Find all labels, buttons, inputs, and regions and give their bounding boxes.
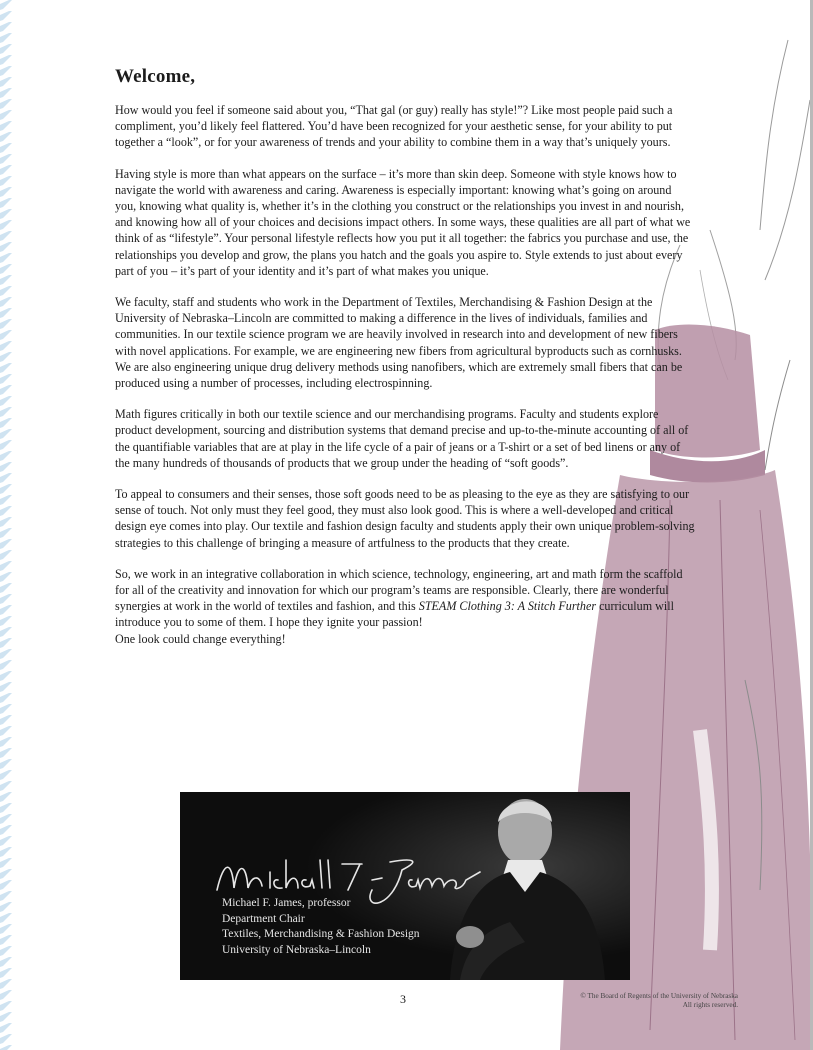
- closing-text-1: So, we work in an integrative collaboration in which science, technology, engineering, art and math form the scaffold for all of the creativity and innovation for which our program’s teams are responsible. Clearly, there are wonderful synergies at work in the world of textiles and fashion, and this: [115, 566, 683, 614]
- letter-body: [115, 66, 695, 647]
- paragraph-lifestyle: Having style is more than what appears on the surface – it’s more than skin deep. Someone with style knows how to navigate the world with awareness and caring. Awareness is especially important: knowing what’s going on around you, knowing what quality is, whether it’s in the clothing you construct or the relationships you invest in and nourish, and knowing how all of your choices and decisions impact others. In some ways, these qualities are all part of what we think of as “lifestyle”. Your personal lifestyle reflects how you put it all together: the fabrics you purchase and use, the relationships you develop and grow, the plans you hatch and the goals you aspire to. Style extends to just about every part of you – it’s part of your identity and it’s part of what makes you unique.: [115, 166, 691, 278]
- welcome-heading: Welcome,: [115, 66, 196, 87]
- closing-tagline: One look could change everything!: [115, 631, 286, 646]
- copyright-notice: [520, 992, 738, 1010]
- curriculum-title: STEAM Clothing 3: A Stitch Further: [418, 599, 597, 614]
- left-border-stripe: [0, 0, 12, 1050]
- paragraph-closing: [115, 566, 695, 647]
- signer-university: University of Nebraska–Lincoln: [222, 943, 371, 956]
- paragraph-math: Math figures critically in both our textile science and our merchandising programs. Faculty and students explore product development, sourcing and distribution systems that demand precise and up-to-the-minute accounting of all of the quantifiable variables that are at play in the life cycle of a pair of jeans or a T-shirt or a set of bed linens or any of the many hundreds of thousands of products that we group under the heading of “soft goods”.: [115, 407, 689, 470]
- copyright-line-2: All rights reserved.: [682, 1001, 738, 1009]
- copyright-line-1: © The Board of Regents of the University of Nebraska: [580, 992, 738, 1000]
- signer-name: Michael F. James, professor: [222, 897, 351, 909]
- closing-text-2: curriculum will introduce you to some of them. I hope they ignite your passion!: [115, 599, 674, 630]
- page-number: 3: [400, 992, 406, 1006]
- signature-caption: [222, 896, 420, 958]
- paragraph-design: To appeal to consumers and their senses, those soft goods need to be as pleasing to the eye as they are satisfying to our sense of touch. Not only must they feel good, they must also look good. This is where a well-developed and critical design eye comes into play. Our textile and fashion design faculty and students apply their own unique problem-solving strategies to this challenge of bringing a measure of artfulness to the products that they create.: [115, 487, 695, 550]
- signer-title: Department Chair: [222, 912, 305, 925]
- signer-department: Textiles, Merchandising & Fashion Design: [222, 928, 420, 940]
- paragraph-department: We faculty, staff and students who work in the Department of Textiles, Merchandising & Fashion Design at the University of Nebraska–Lincoln are committed to making a difference in the lives of individuals, families and communities. In our textile science program we are heavily involved in research into and development of new fibers with novel applications. For example, we are engineering new fibers from agricultural byproducts such as cornhusks. We are also engineering unique drug delivery methods using nanofibers, which are extremely small fibers that can be produced using a number of processes, including electrospinning.: [115, 295, 683, 391]
- paragraph-style: How would you feel if someone said about you, “That gal (or guy) really has style!”? Like most people paid such a compliment, you’d likely feel flattered. You’d have been recognized for your aesthetic sense, for your ability to put together a “look”, or for your awareness of trends and your ability to combine them in a way that’s uniquely yours.: [115, 103, 673, 150]
- signature-photo-panel: [180, 792, 630, 980]
